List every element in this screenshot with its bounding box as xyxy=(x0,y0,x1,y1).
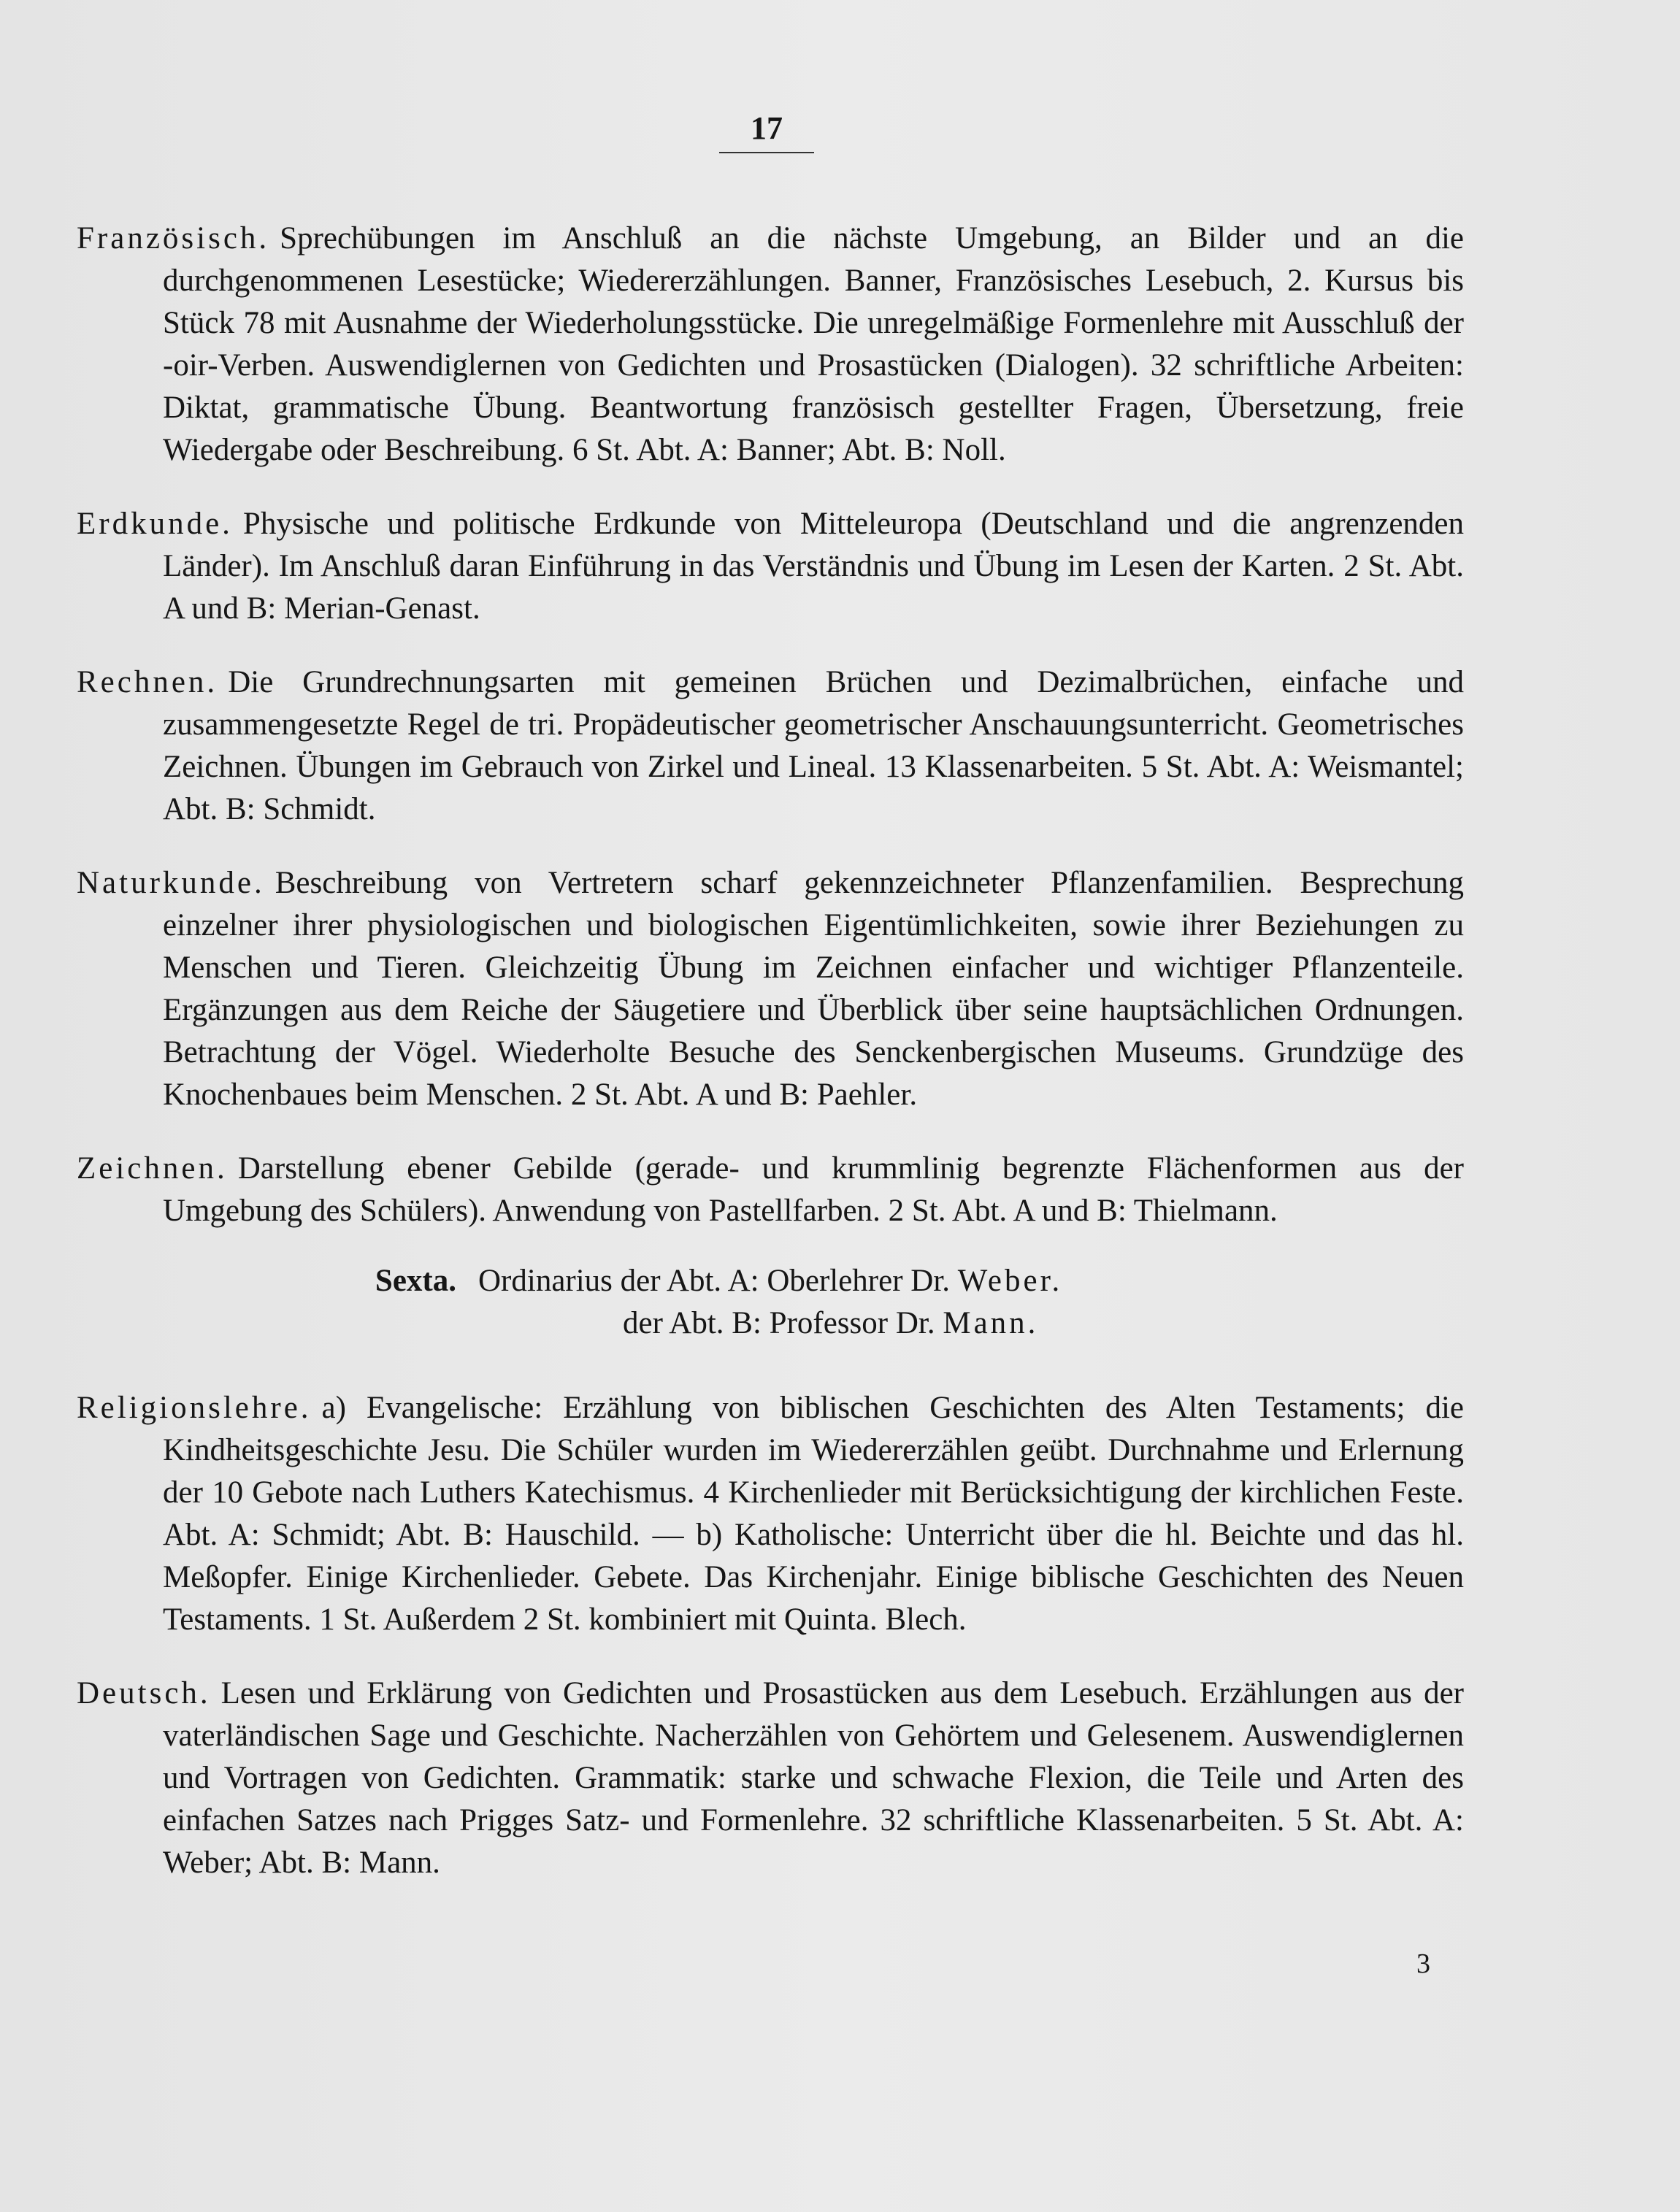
class-name: Sexta. xyxy=(375,1264,456,1298)
section-heading: Zeichnen. xyxy=(77,1151,228,1186)
section-heading: Erdkunde. xyxy=(77,507,233,541)
section-rechnen xyxy=(77,661,1464,831)
section-heading: Naturkunde. xyxy=(77,866,265,900)
section-heading: Rechnen. xyxy=(77,665,218,699)
page-number-rule xyxy=(719,152,814,153)
section-zeichnen xyxy=(77,1148,1464,1232)
ordinarius-b-name: Mann. xyxy=(943,1306,1039,1340)
class-header-sexta xyxy=(77,1260,1464,1345)
document-body xyxy=(77,186,1464,1912)
section-text: Lesen und Erklärung von Gedichten und Prosastücken aus dem Lesebuch. Erzählungen aus der vaterländischen Sage und Geschichte. Nacherzählen von Gehörtem und Gelesenem. Auswendiglernen und Vortragen von Gedichten. Grammatik: starke und schwache Flexion, die Teile und Arten des einfachen Satzes nach Prigges Satz- und Formenlehre. 32 schriftliche Klassenarbeiten. 5 St. Abt. A: Weber; Abt. B: Mann. xyxy=(163,1676,1464,1880)
signature-mark: 3 xyxy=(1416,1948,1430,1979)
section-text: Physische und politische Erdkunde von Mitteleuropa (Deutschland und die angrenzenden Länder). Im Anschluß daran Einführung in das Verständnis und Übung im Lesen der Karten. 2 St. Abt. A und B: Merian-Genast. xyxy=(163,507,1464,626)
section-heading: Deutsch. xyxy=(77,1676,211,1710)
ordinarius-a-name: Weber. xyxy=(957,1264,1063,1298)
section-franzoesisch xyxy=(77,218,1464,472)
section-heading: Französisch. xyxy=(77,221,270,256)
section-heading: Religionslehre. xyxy=(77,1391,312,1425)
ordinarius-a-prefix: Ordinarius der Abt. A: Oberlehrer Dr. xyxy=(478,1264,951,1298)
class-header-line-2 xyxy=(77,1302,1464,1345)
section-religionslehre xyxy=(77,1387,1464,1641)
section-deutsch xyxy=(77,1673,1464,1884)
class-header-line-1 xyxy=(77,1260,1464,1302)
section-text: Die Grundrechnungsarten mit gemeinen Brüchen und Dezimalbrüchen, einfache und zusammengesetzte Regel de tri. Propädeutischer geometrischer Anschauungsunterricht. Geometrisches Zeichnen. Übungen im Gebrauch von Zirkel und Lineal. 13 Klassenarbeiten. 5 St. Abt. A: Weismantel; Abt. B: Schmidt. xyxy=(163,665,1464,826)
ordinarius-b-prefix: der Abt. B: Professor Dr. xyxy=(623,1306,935,1340)
page-number: 17 xyxy=(751,110,783,146)
section-text: a) Evangelische: Erzählung von biblischen Geschichten des Alten Testaments; die Kindheitsgeschichte Jesu. Die Schüler wurden im Wiedererzählen geübt. Durchnahme und Erlernung der 10 Gebote nach Luthers Katechismus. 4 Kirchenlieder mit Berücksichtigung der kirchlichen Feste. Abt. A: Schmidt; Abt. B: Hauschild. — b) Katholische: Unterricht über die hl. Beichte und das hl. Meßopfer. Einige Kirchenlieder. Gebete. Das Kirchenjahr. Einige biblische Geschichten des Neuen Testaments. 1 St. Außerdem 2 St. kombiniert mit Quinta. Blech. xyxy=(163,1391,1464,1637)
class-header-indent xyxy=(77,1302,623,1345)
section-text: Beschreibung von Vertretern scharf gekennzeichneter Pflanzenfamilien. Besprechung einzelner ihrer physiologischen und biologischen Eigentümlichkeiten, sowie ihrer Beziehungen zu Menschen und Tieren. Gleichzeitig Übung im Zeichnen einfacher und wichtiger Pflanzenteile. Ergänzungen aus dem Reiche der Säugetiere und Überblick über seine hauptsächlichen Ordnungen. Betrachtung der Vögel. Wiederholte Besuche des Senckenbergischen Museums. Grundzüge des Knochenbaues beim Menschen. 2 St. Abt. A und B: Paehler. xyxy=(163,866,1464,1112)
section-naturkunde xyxy=(77,862,1464,1116)
section-text: Darstellung ebener Gebilde (gerade- und krummlinig begrenzte Flächenformen aus der Umgebung des Schülers). Anwendung von Pastellfarben. 2 St. Abt. A und B: Thielmann. xyxy=(163,1151,1464,1228)
section-text: Sprechübungen im Anschluß an die nächste Umgebung, an Bilder und an die durchgenommenen Lesestücke; Wiedererzählungen. Banner, Französisches Lesebuch, 2. Kursus bis Stück 78 mit Ausnahme der Wiederholungsstücke. Die unregelmäßige Formenlehre mit Ausschluß der -oir-Verben. Auswendiglernen von Gedichten und Prosastücken (Dialogen). 32 schriftliche Arbeiten: Diktat, grammatische Übung. Beantwortung französisch gestellter Fragen, Übersetzung, freie Wiedergabe oder Beschreibung. 6 St. Abt. A: Banner; Abt. B: Noll. xyxy=(163,221,1464,467)
section-erdkunde xyxy=(77,503,1464,630)
